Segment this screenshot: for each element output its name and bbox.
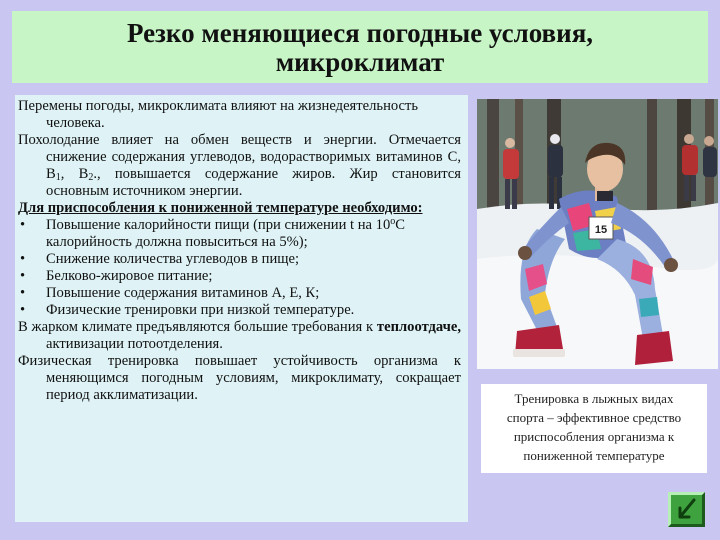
paragraph-training: Физическая тренировка повышает устойчивость организма к меняющимся погодным условиям, микроклимату, сокращает период акклиматизации. [18, 353, 461, 403]
list-item: • Физические тренировки при низкой температуре. [20, 302, 355, 318]
paragraph-hot-climate: В жарком климате предъявляются большие требования к теплоотдаче, активизации потоотделения. [18, 319, 461, 352]
title-box [12, 11, 708, 83]
list-item: • Белково-жировое питание; [20, 268, 213, 284]
bullet-marker: • [20, 285, 26, 301]
list-heading: Для приспособления к пониженной температуре необходимо: [18, 200, 423, 216]
bullet-marker: • [20, 268, 26, 284]
return-arrow-icon [671, 495, 702, 524]
bib-number: 15 [594, 224, 608, 236]
list-item: • Повышение содержания витаминов А, Е, К; [20, 285, 320, 301]
slide-title-line1: Резко меняющиеся погодные условия, [126, 18, 594, 48]
bullet-marker: • [20, 251, 26, 267]
list-item: • Снижение количества углеводов в пище; [20, 251, 300, 267]
paragraph-weather-changes: Перемены погоды, микроклимата влияют на жизнедеятельность человека. [18, 98, 419, 131]
caption-line: спорта – эффективное средство [506, 410, 682, 425]
bullet-marker: • [20, 302, 26, 318]
list-item: • Повышение калорийности пищи (при снижении t на $10^оС$ калорийность должна повыситься на 5%); [20, 216, 405, 250]
bullet-marker: • [20, 217, 26, 233]
photo-caption [481, 384, 707, 473]
skier-photo [477, 99, 718, 369]
paragraph-cooling: Похолодание влияет на обмен веществ и энергии. Отмечается снижение содержания углеводов, водорастворимых витаминов С, $В_1$, $В_2$., повышается содержание жиров. Жир становится основным источником энергии. [18, 132, 461, 199]
slide-title-line2: микроклимат [275, 47, 445, 77]
return-button[interactable] [668, 492, 705, 527]
caption-line: пониженной температуре [523, 448, 665, 463]
caption-line: приспособления организма к [513, 429, 675, 444]
main-text-box [15, 95, 468, 522]
caption-line: Тренировка в лыжных видах [514, 391, 674, 406]
skier-illustration [477, 99, 718, 369]
